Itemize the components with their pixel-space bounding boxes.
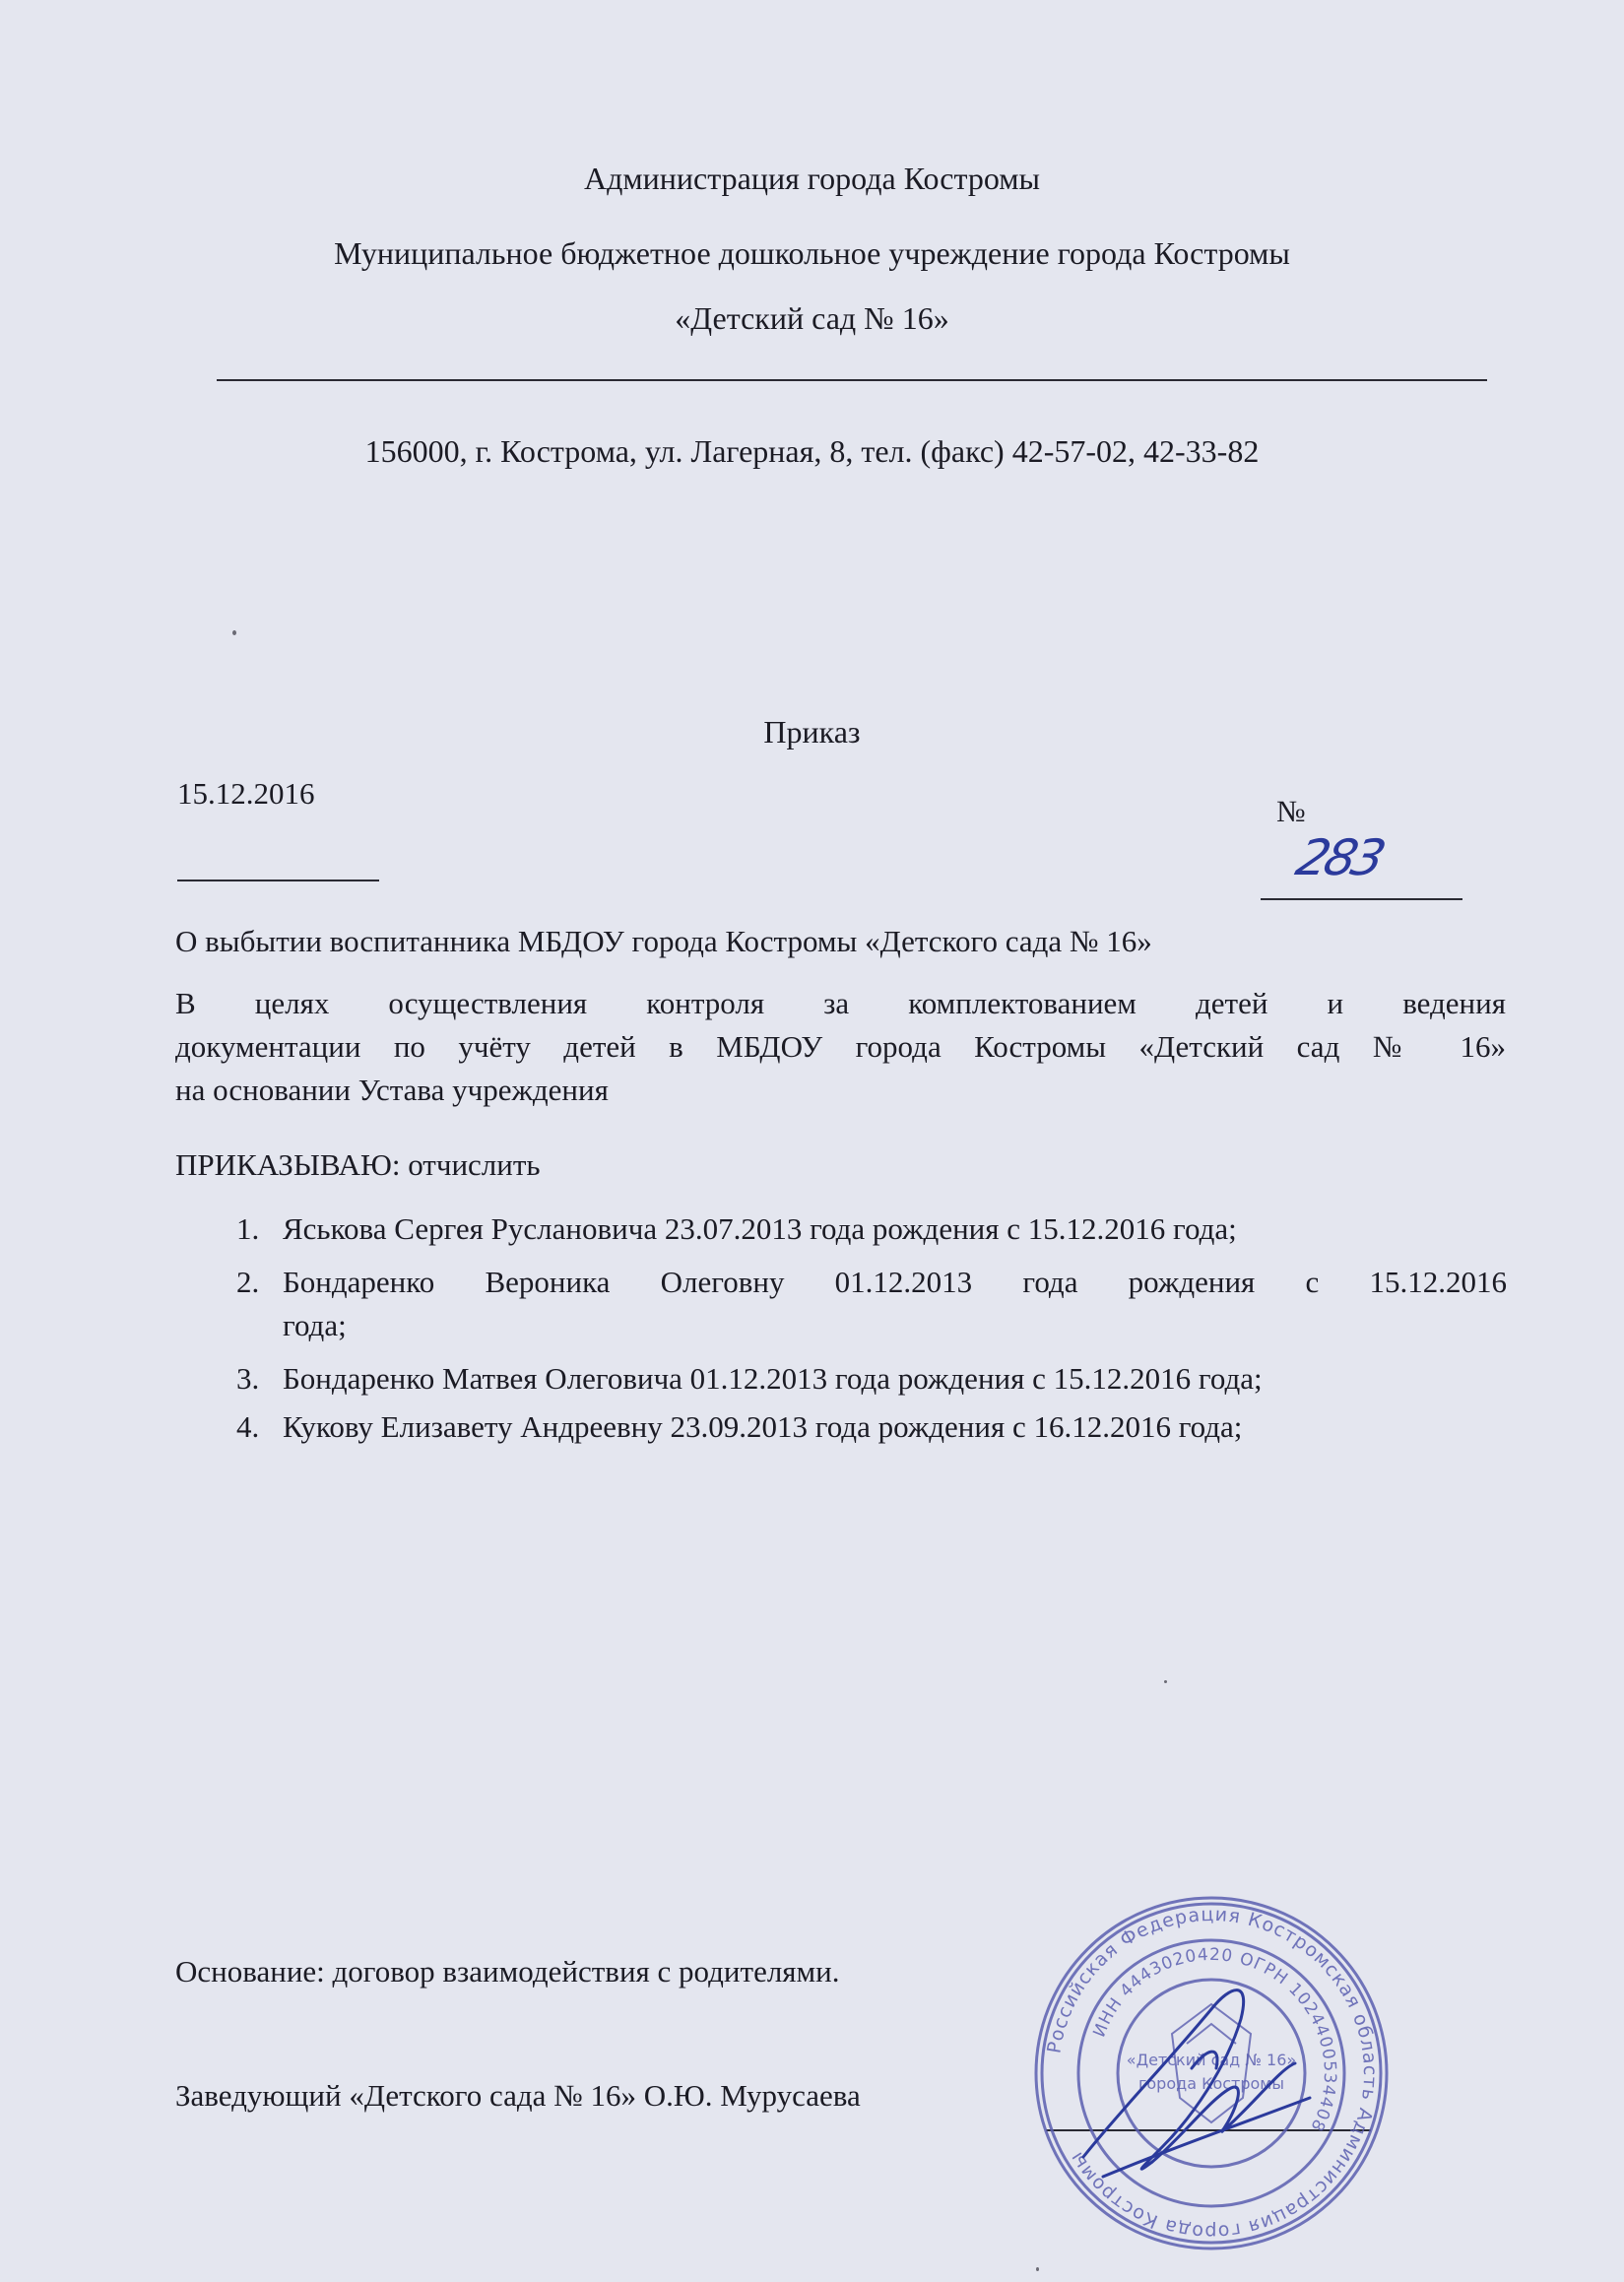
seal-outer-text: Российская Федерация Костромская область Администрация города Костромы: [1043, 1903, 1382, 2244]
header-admin: Администрация города Костромы: [584, 161, 1040, 196]
list-text: Бондаренко Матвея Олеговича 01.12.2013 года рождения с 15.12.2016 года;: [283, 1361, 1263, 1396]
paper-speck: [232, 630, 236, 635]
header-institution: Муниципальное бюджетное дошкольное учреждение города Костромы: [334, 235, 1290, 271]
seal-inner-text: ИНН 4443020420 ОГРН 1024400534408: [1089, 1944, 1340, 2135]
date-underline: [177, 880, 379, 881]
order-subject-text: О выбытии воспитанника МБДОУ города Костромы «Детского сада № 16»: [175, 924, 1152, 958]
list-number: 4.: [236, 1409, 260, 1444]
header-divider: [217, 379, 1487, 381]
list-number: 2.: [236, 1265, 260, 1299]
handwritten-signature-icon: [1044, 1950, 1339, 2206]
header-name: «Детский сад № 16»: [675, 300, 949, 336]
list-number: 1.: [236, 1211, 260, 1246]
paper-speck: [1164, 1680, 1167, 1683]
signatory: Заведующий «Детского сада № 16» О.Ю. Мурусаева: [175, 2078, 861, 2113]
list-number: 3.: [236, 1361, 260, 1396]
order-title: Приказ: [763, 714, 861, 750]
list-text: Яськова Сергея Руслановича 23.07.2013 года рождения с 15.12.2016 года;: [283, 1211, 1237, 1246]
list-text-continued: года;: [283, 1308, 347, 1342]
basis: Основание: договор взаимодействия с родителями.: [175, 1954, 840, 1989]
directive: ПРИКАЗЫВАЮ: отчислить: [175, 1147, 541, 1182]
preamble-line-1: В целях осуществления контроля за комплектованием детей и ведения: [175, 986, 1506, 1020]
list-text: Кукову Елизавету Андреевну 23.09.2013 года рождения с 16.12.2016 года;: [283, 1409, 1243, 1444]
order-date: 15.12.2016: [177, 776, 315, 811]
order-number-label: №: [1276, 794, 1306, 828]
seal-bottom-text: города Костромы: [1137, 2074, 1285, 2093]
order-number-handwritten: 283: [1290, 829, 1389, 886]
list-text: Бондаренко Вероника Олеговну 01.12.2013 года рождения с 15.12.2016: [283, 1265, 1507, 1299]
preamble-line-3: на основании Устава учреждения: [175, 1073, 609, 1107]
seal-center-text: «Детский сад № 16»: [1126, 2051, 1297, 2069]
header-address: 156000, г. Кострома, ул. Лагерная, 8, тел. (факс) 42-57-02, 42-33-82: [364, 433, 1260, 469]
number-underline: [1261, 898, 1462, 900]
preamble-line-2: документации по учёту детей в МБДОУ города Костромы «Детский сад № 16»: [175, 1029, 1506, 1064]
paper-speck: [1036, 2267, 1039, 2271]
